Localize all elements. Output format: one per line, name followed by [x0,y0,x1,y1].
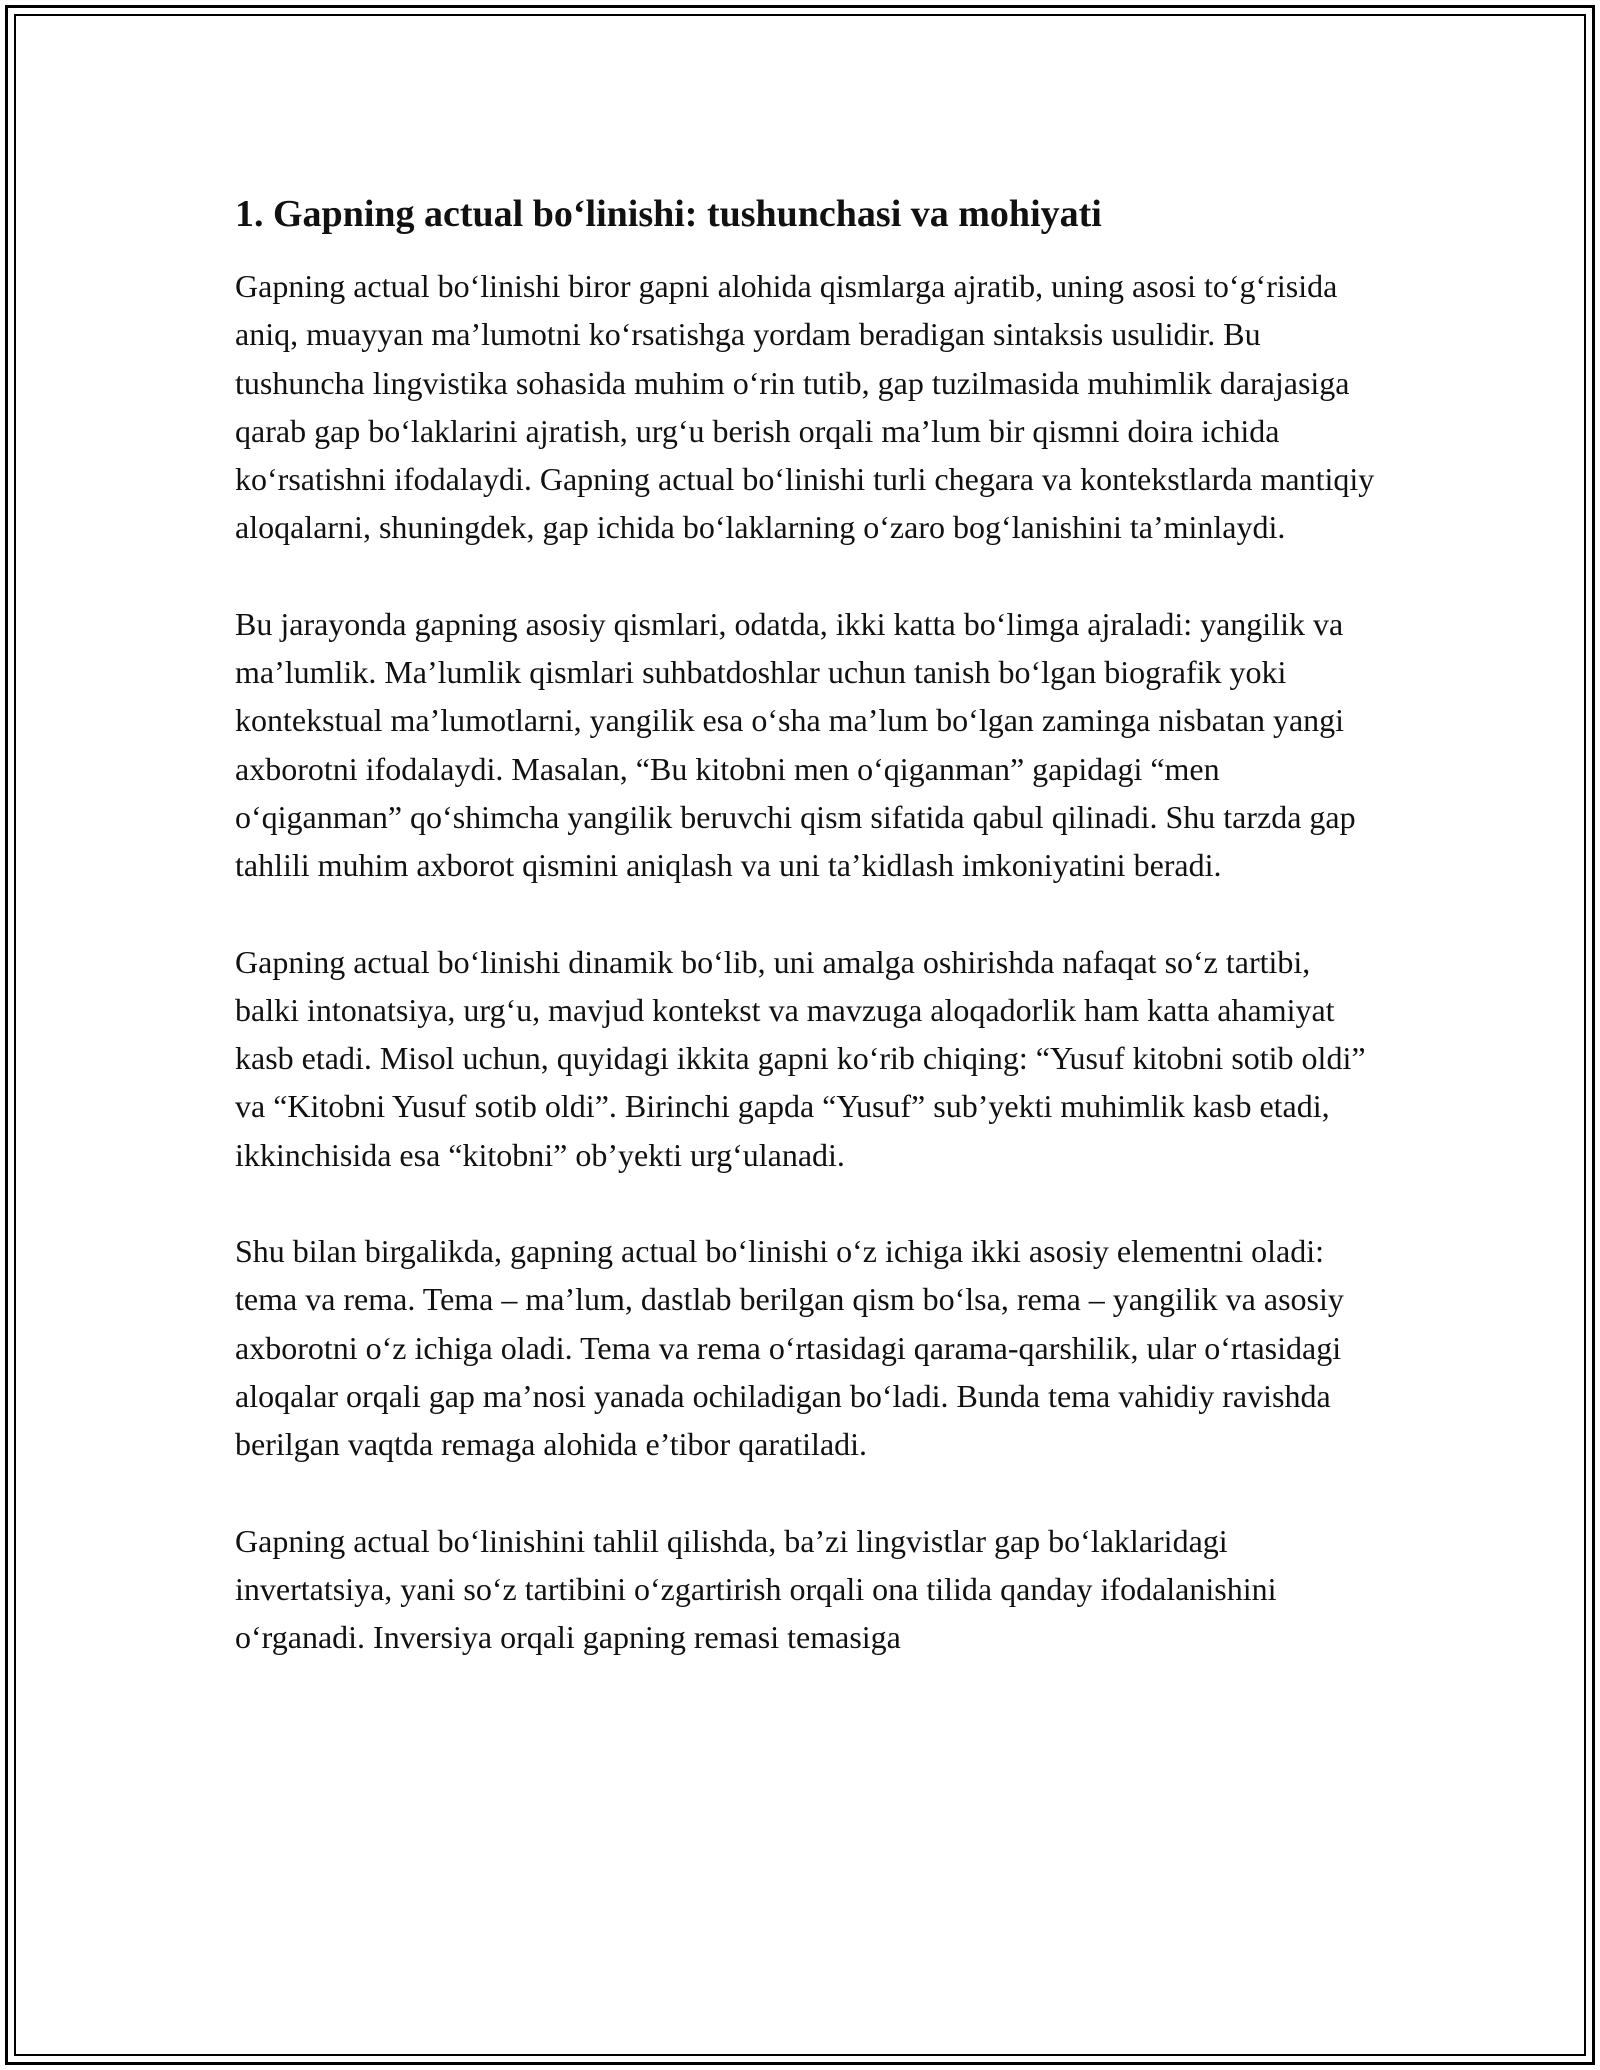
paragraph-4: Shu bilan birgalikda, gapning actual bo‘linishi o‘z ichiga ikki asosiy elementni oladi: tema va rema. Tema – ma’lum, dastlab berilgan qism bo‘lsa, rema – yangilik va asosiy axborotni o‘z ichiga oladi. Tema va rema o‘rtasidagi qarama-qarshilik, ular o‘rtasidagi aloqalar orqali gap ma’nosi yanada ochiladigan bo‘ladi. Bunda tema vahidiy ravishda berilgan vaqtda remaga alohida e’tibor qaratiladi. [235,1233,1344,1463]
paragraph-5: Gapning actual bo‘linishini tahlil qilishda, ba’zi lingvistlar gap bo‘laklaridagi invertatsiya, yani so‘z tartibini o‘zgartirish orqali ona tilida qanday ifodalanishini o‘rganadi. Inversiya orqali gapning remasi temasiga [235,1522,1277,1656]
paragraph-3: Gapning actual bo‘linishi dinamik bo‘lib, uni amalga oshirishda nafaqat so‘z tartibi, balki intonatsiya, urg‘u, mavjud kontekst va mavzuga aloqadorlik ham katta ahamiyat kasb etadi. Misol uchun, quyidagi ikkita gapni ko‘rib chiqing: “Yusuf kitobni sotib oldi” va “Kitobni Yusuf sotib oldi”. Birinchi gapda “Yusuf” sub’yekti muhimlik kasb etadi, ikkinchisida esa “kitobni” ob’yekti urg‘ulanadi. [235,943,1366,1173]
document-content [235,184,1375,1661]
paragraph-1: Gapning actual bo‘linishi biror gapni alohida qismlarga ajratib, uning asosi to‘g‘risida aniq, muayyan ma’lumotni ko‘rsatishga yordam beradigan sintaksis usulidir. Bu tushuncha lingvistika sohasida muhim o‘rin tutib, gap tuzilmasida muhimlik darajasiga qarab gap bo‘laklarini ajratish, urg‘u berish orqali ma’lum bir qismni doira ichida ko‘rsatishni ifodalaydi. Gapning actual bo‘linishi turli chegara va kontekstlarda mantiqiy aloqalarni, shuningdek, gap ichida bo‘laklarning o‘zaro bog‘lanishini ta’minlaydi. [235,268,1375,546]
section-title: 1. Gapning actual bo‘linishi: tushunchasi va mohiyati [235,193,1102,235]
paragraph-2: Bu jarayonda gapning asosiy qismlari, odatda, ikki katta bo‘limga ajraladi: yangilik va ma’lumlik. Ma’lumlik qismlari suhbatdoshlar uchun tanish bo‘lgan biografik yoki kontekstual ma’lumotlarni, yangilik esa o‘sha ma’lum bo‘lgan zaminga nisbatan yangi axborotni ifodalaydi. Masalan, “Bu kitobni men o‘qiganman” gapidagi “men o‘qiganman” qo‘shimcha yangilik beruvchi qism sifatida qabul qilinadi. Shu tarzda gap tahlili muhim axborot qismini aniqlash va uni ta’kidlash imkoniyatini beradi. [235,605,1356,884]
